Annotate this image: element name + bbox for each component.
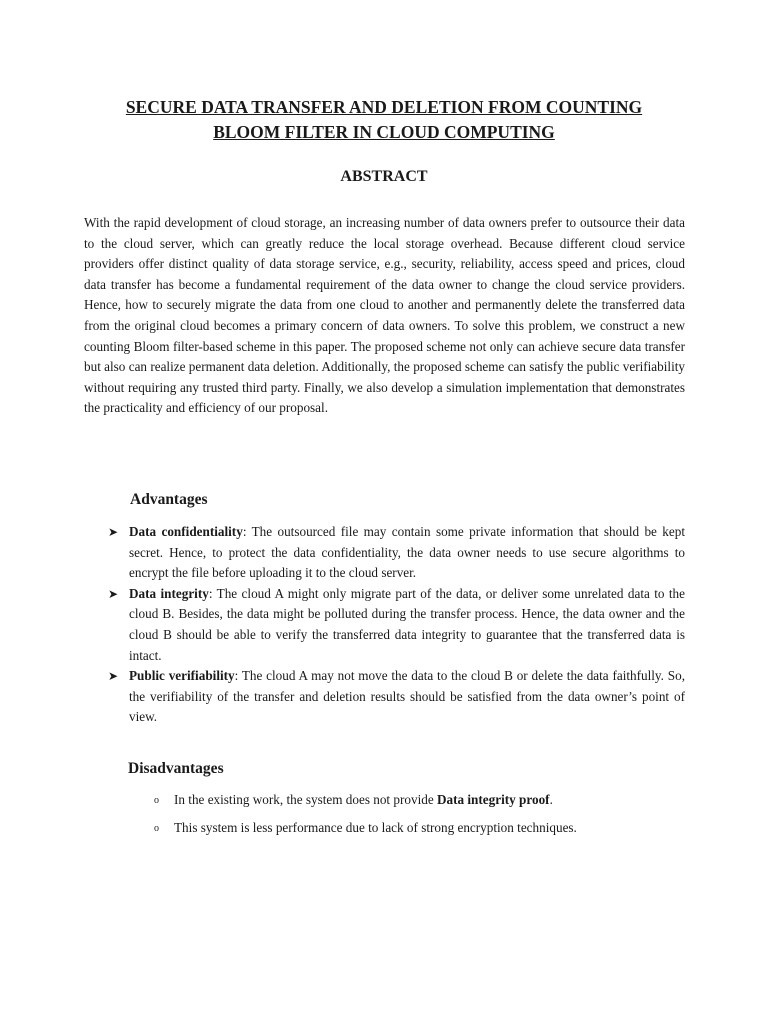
list-item-description: : The cloud A may not move the data to the cloud B or delete the data faithfully. So, the verifiability of the transfer and deletion results should be satisfied from the data owner’s point of view.	[129, 668, 685, 725]
abstract-heading: ABSTRACT	[340, 168, 428, 185]
list-item-text	[129, 584, 685, 666]
document-title	[60, 95, 708, 145]
list-item-description: : The outsourced file may contain some private information that should be kept secret. Hence, to protect the data confidentiality, the data owner needs to use secure algorithms to encrypt the file before uploading it to the cloud server.	[129, 524, 685, 581]
list-item-description: : The cloud A might only migrate part of the data, or deliver some unrelated data to the cloud B. Besides, the data might be polluted during the transfer process. Hence, the data owner and the cloud B should be able to verify the transferred data integrity to guarantee that the transferred data is intact.	[129, 585, 685, 663]
abstract-paragraph: With the rapid development of cloud storage, an increasing number of data owners prefer to outsource their data to the cloud server, which can greatly reduce the local storage overhead. Because different cloud service providers offer distinct quality of data storage service, e.g., security, reliability, access speed and prices, cloud data transfer has become a fundamental requirement of the data owner to change the cloud service providers. Hence, how to securely migrate the data from one cloud to another and permanently delete the transferred data from the original cloud becomes a primary concern of data owners. To solve this problem, we construct a new counting Bloom filter-based scheme in this paper. The proposed scheme not only can achieve secure data transfer but also can realize permanent data deletion. Additionally, the proposed scheme can satisfy the public verifiability without requiring any trusted third party. Finally, we also develop a simulation implementation that demonstrates the practicality and efficiency of our proposal.	[84, 215, 685, 416]
list-item-text	[129, 666, 685, 728]
list-item	[154, 818, 694, 839]
list-item-text-before: This system is less performance due to lack of strong encryption techniques.	[174, 819, 577, 835]
list-item-bold: Data integrity proof	[436, 792, 550, 807]
list-item-text-before: In the existing work, the system does not provide	[174, 792, 437, 807]
list-item	[108, 584, 685, 666]
advantages-list	[108, 522, 685, 728]
arrowhead-bullet-icon: ➤	[108, 586, 119, 601]
list-item	[154, 790, 694, 811]
title-line-1: SECURE DATA TRANSFER AND DELETION FROM COUNTING	[125, 97, 643, 117]
list-item-term: Data confidentiality	[129, 524, 243, 539]
advantages-heading: Advantages	[130, 491, 208, 508]
arrowhead-bullet-icon: ➤	[108, 525, 119, 539]
disadvantages-heading: Disadvantages	[128, 760, 224, 777]
disadvantages-list	[154, 790, 694, 845]
list-item	[108, 666, 685, 728]
list-item-term: Data integrity	[129, 585, 209, 601]
circle-bullet-icon: o	[154, 795, 159, 806]
list-item-text-after: .	[549, 792, 553, 807]
circle-bullet-icon: o	[154, 822, 159, 834]
list-item	[108, 522, 685, 584]
title-line-2: BLOOM FILTER IN CLOUD COMPUTING	[213, 122, 555, 142]
list-item-term: Public verifiability	[129, 668, 235, 684]
list-item-text	[129, 522, 685, 584]
arrowhead-bullet-icon: ➤	[108, 669, 119, 684]
